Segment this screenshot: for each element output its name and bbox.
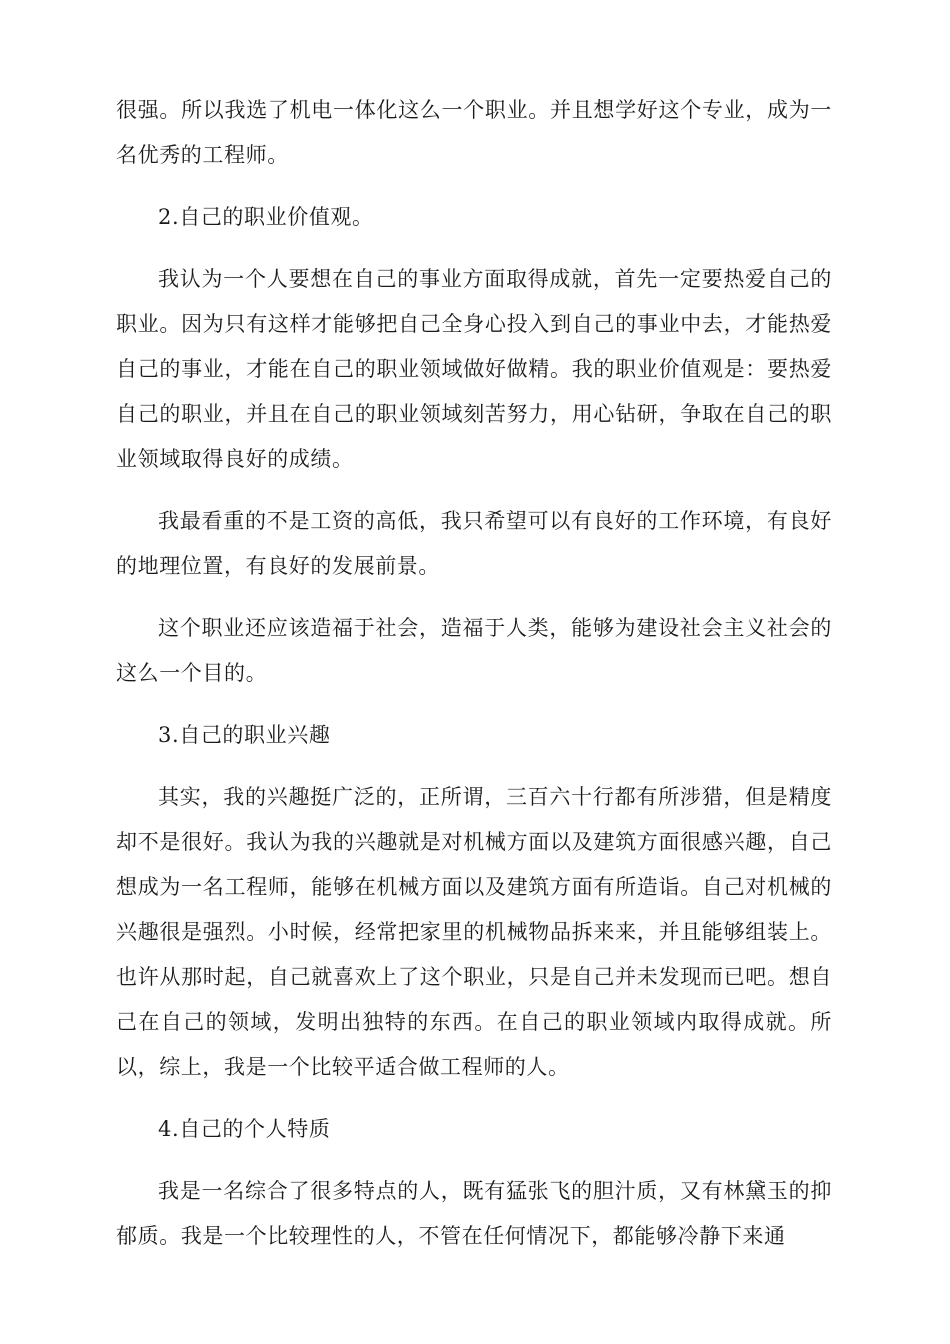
paragraph-traits: 我是一名综合了很多特点的人，既有猛张飞的胆汁质，又有林黛玉的抑郁质。我是一个比较理性的人，不管在任何情况下，都能够冷静下来通 [116, 1179, 832, 1248]
section-heading-interests: 3.自己的职业兴趣 [158, 723, 331, 747]
section-heading-values: 2.自己的职业价值观。 [158, 205, 374, 229]
paragraph-salary: 我最看重的不是工资的高低，我只希望可以有良好的工作环境，有良好的地理位置，有良好的发展前景。 [116, 509, 832, 578]
section-heading-traits: 4.自己的个人特质 [158, 1117, 331, 1141]
paragraph-values: 我认为一个人要想在自己的事业方面取得成就，首先一定要热爱自己的职业。因为只有这样才能够把自己全身心投入到自己的事业中去，才能热爱自己的事业，才能在自己的职业领域做好做精。我的职业价值观是：要热爱自己的职业，并且在自己的职业领域刻苦努力，用心钻研，争取在自己的职业领域取得良好的成绩。 [116, 267, 832, 471]
paragraph-interests: 其实，我的兴趣挺广泛的，正所谓，三百六十行都有所涉猎，但是精度却不是很好。我认为我的兴趣就是对机械方面以及建筑方面很感兴趣，自己想成为一名工程师，能够在机械方面以及建筑方面有所造诣。自己对机械的兴趣很是强烈。小时候，经常把家里的机械物品拆来来，并且能够组装上。也许从那时起，自己就喜欢上了这个职业，只是自己并未发现而已吧。想自己在自己的领域，发明出独特的东西。在自己的职业领域内取得成就。所以，综上，我是一个比较平适合做工程师的人。 [116, 785, 832, 1079]
paragraph-career-choice: 很强。所以我选了机电一体化这么一个职业。并且想学好这个专业，成为一名优秀的工程师。 [116, 98, 832, 167]
document-page [116, 88, 832, 1276]
paragraph-society: 这个职业还应该造福于社会，造福于人类，能够为建设社会主义社会的这么一个目的。 [116, 616, 832, 685]
